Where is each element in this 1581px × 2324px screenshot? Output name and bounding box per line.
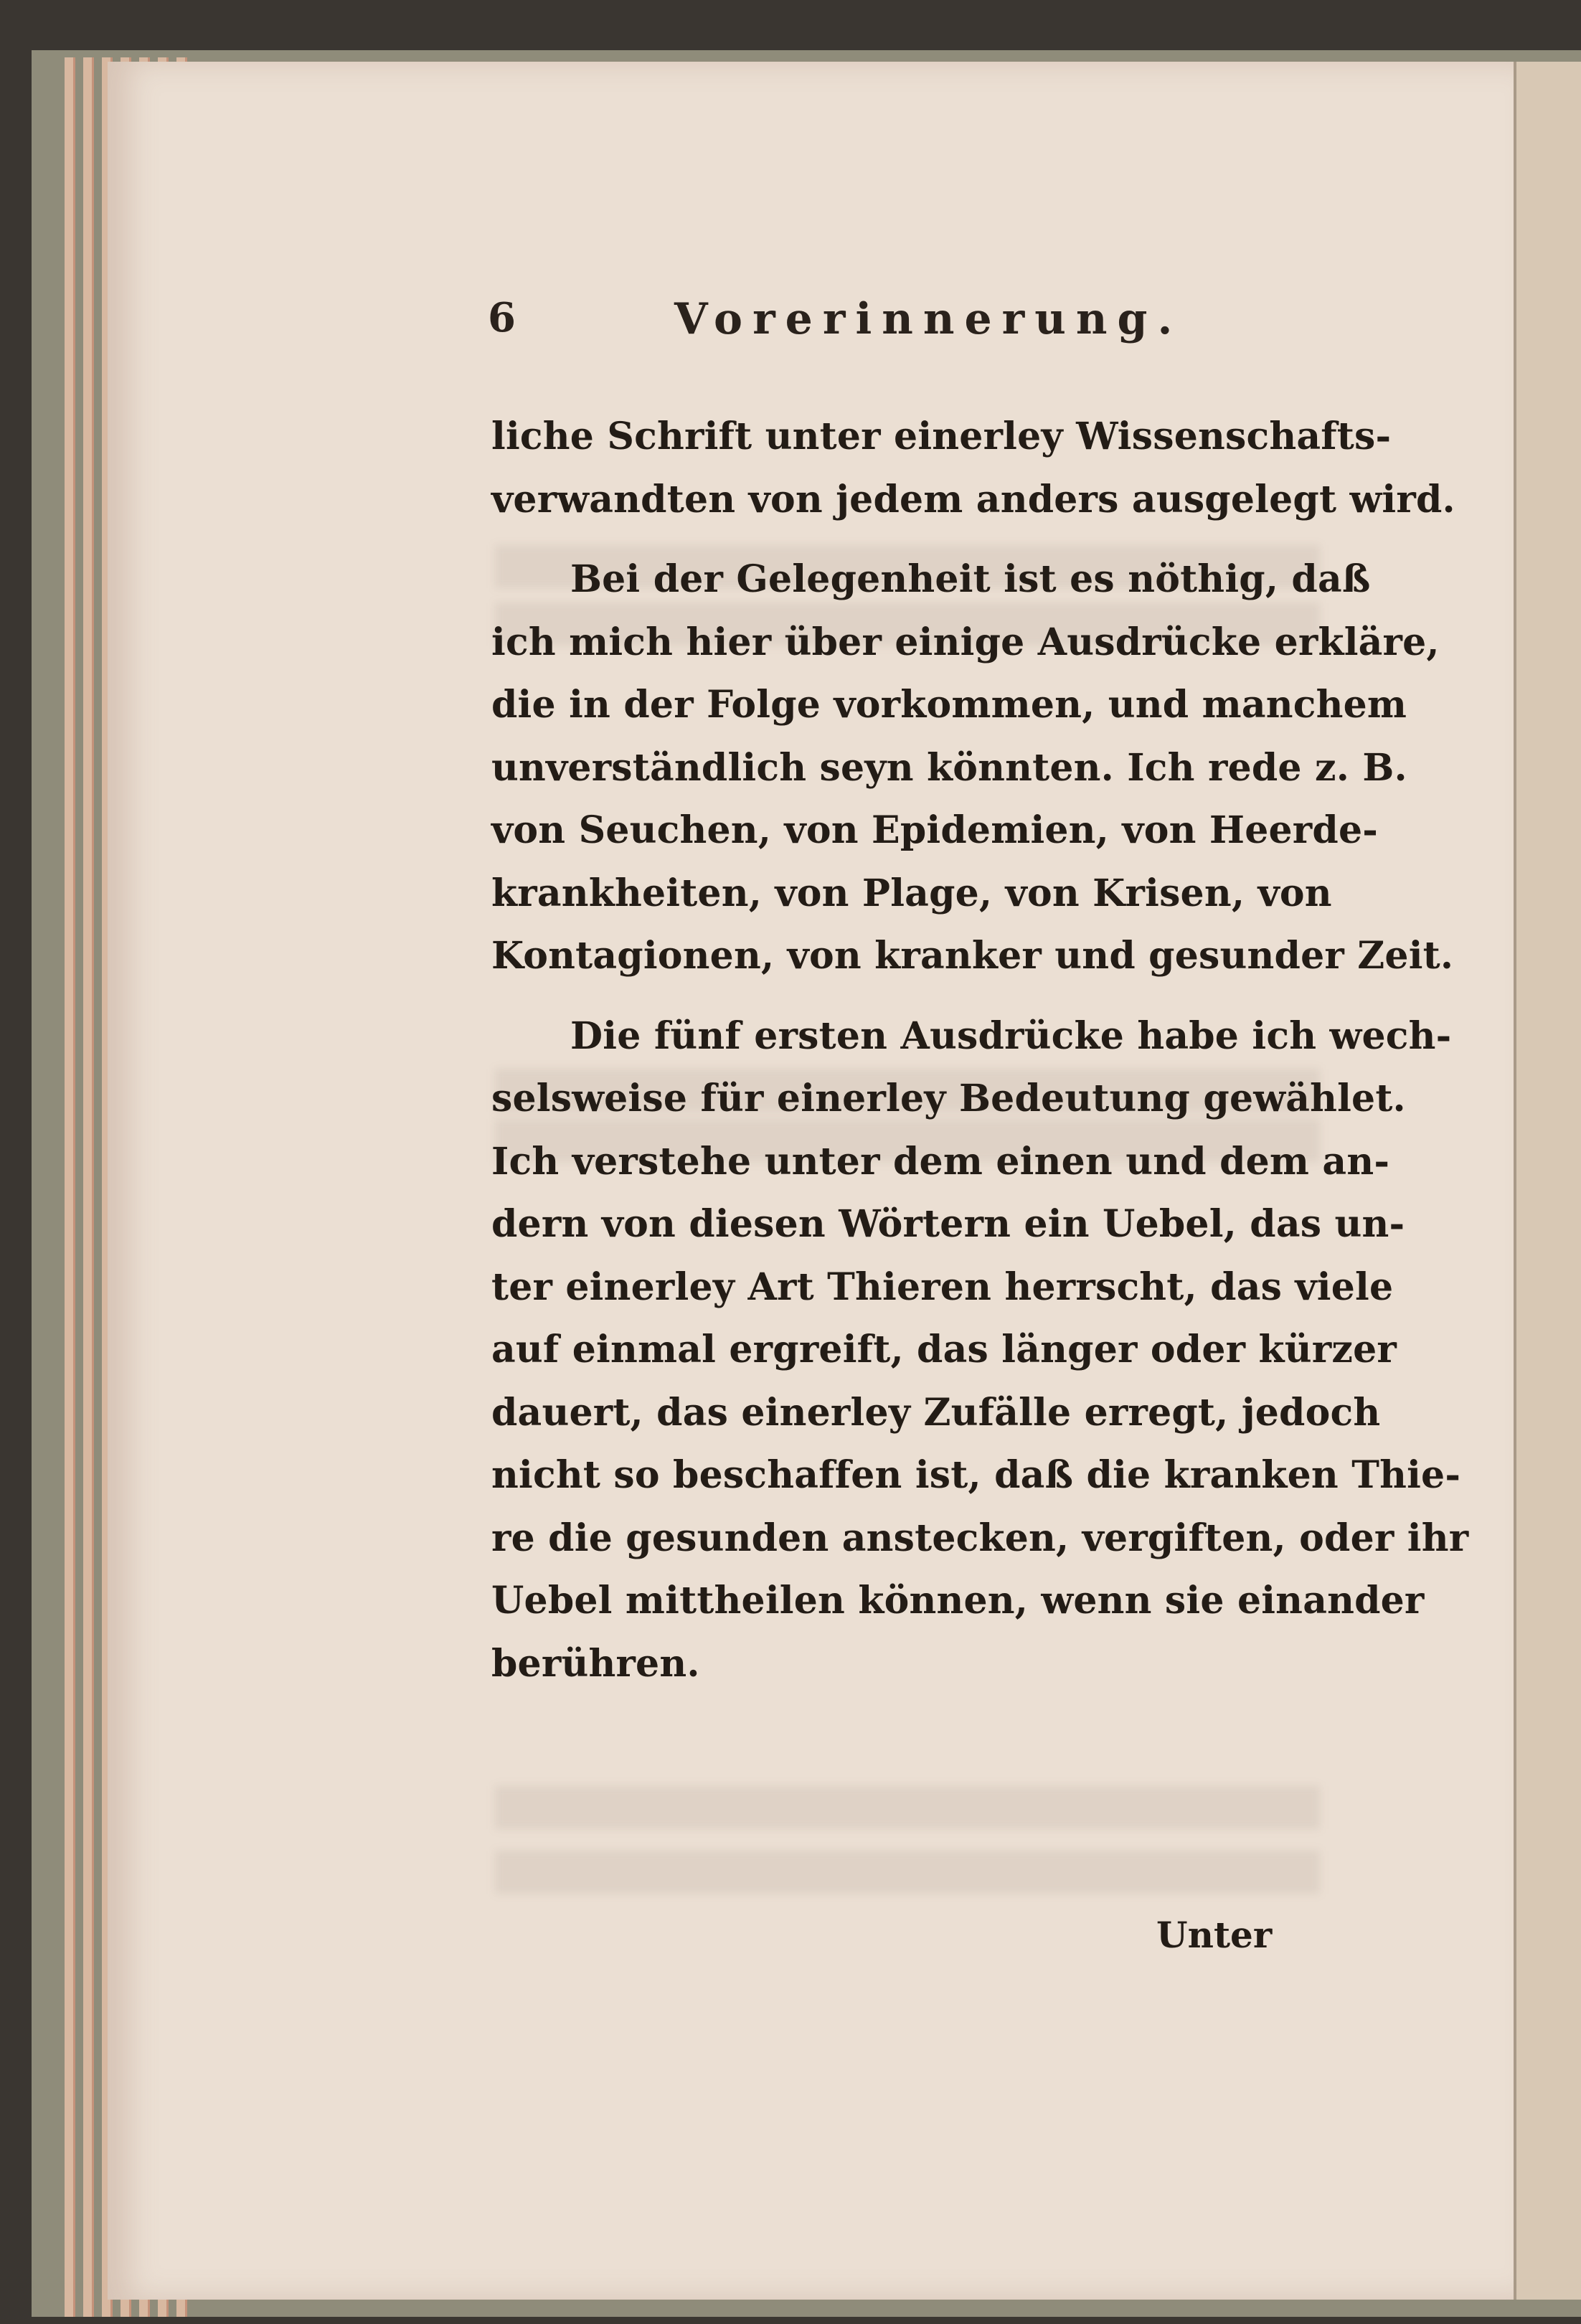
text-line: verwandten von jedem anders ausgelegt wird.	[491, 477, 1455, 521]
text-line: unverständlich seyn könnten. Ich rede z. B.	[491, 745, 1407, 790]
text-line: re die gesunden anstecken, vergiften, oder ihr	[491, 1516, 1469, 1560]
text-line: berühren.	[491, 1641, 700, 1686]
text-line: Uebel mittheilen können, wenn sie einander	[491, 1579, 1425, 1622]
text-line: auf einmal ergreift, das länger oder kürzer	[491, 1328, 1397, 1371]
text-line: Kontagionen, von kranker und gesunder Zeit.	[491, 934, 1454, 978]
body-text	[491, 405, 1469, 1695]
text-line: von Seuchen, von Epidemien, von Heerde-	[491, 808, 1379, 852]
text-line: Ich verstehe unter dem einen und dem an-	[491, 1139, 1390, 1184]
text-line: nicht so beschaffen ist, daß die kranken Thie-	[491, 1453, 1461, 1497]
text-line: Bei der Gelegenheit ist es nöthig, daß	[570, 557, 1371, 601]
show-through-text	[495, 1851, 1320, 1894]
page-number: 6	[488, 294, 516, 341]
text-line: ich mich hier über einige Ausdrücke erkläre,	[491, 620, 1440, 664]
catchword: Unter	[1156, 1914, 1273, 1956]
text-line: dauert, das einerley Zufälle erregt, jedoch	[491, 1390, 1381, 1435]
text-line: ter einerley Art Thieren herrscht, das viele	[491, 1265, 1394, 1309]
text-line: selsweise für einerley Bedeutung gewählet.	[491, 1077, 1406, 1120]
text-line: liche Schrift unter einerley Wissenschafts-	[491, 415, 1392, 458]
text-line: die in der Folge vorkommen, und manchem	[491, 683, 1407, 727]
facing-page-edge	[1514, 62, 1581, 2300]
running-head	[488, 294, 1320, 351]
text-line: Die fünf ersten Ausdrücke habe ich wech-	[570, 1014, 1452, 1058]
show-through-text	[495, 1786, 1320, 1829]
text-line: dern von diesen Wörtern ein Uebel, das un-	[491, 1202, 1405, 1246]
text-line: krankheiten, von Plage, von Krisen, von	[491, 871, 1332, 915]
running-title: Vorerinnerung.	[674, 294, 1183, 344]
